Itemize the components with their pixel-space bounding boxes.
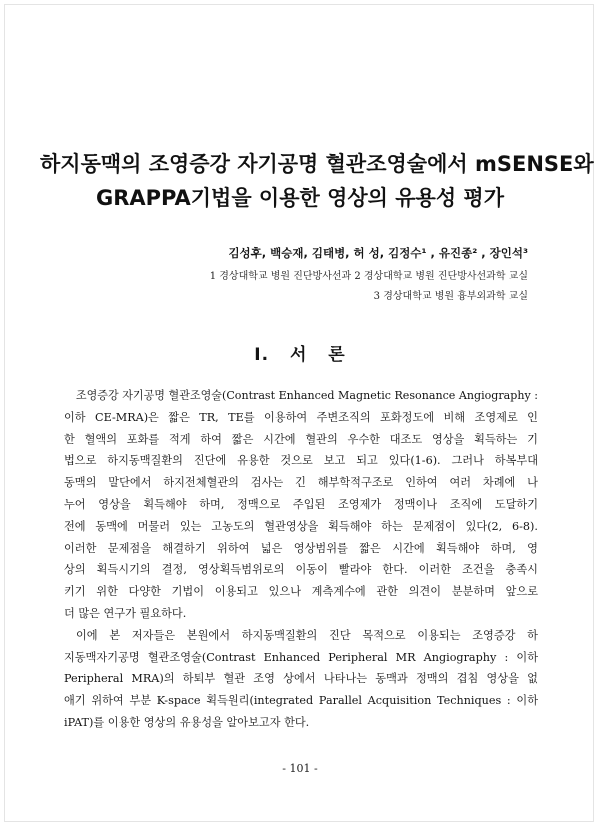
paragraph bbox=[64, 385, 538, 625]
text-line: 누어 영상을 획득해야 하며, 정맥으로 주입된 조영제가 정맥이나 조직에 도달하기 bbox=[64, 497, 539, 511]
text-line: 한 혈액의 포화를 적게 하여 짧은 시간에 혈관의 우수한 대조도 영상을 획득하는 기 bbox=[64, 432, 538, 446]
text-line: Peripheral MRA)의 하퇴부 혈관 조영 상에서 나타나는 동맥과 정맥의 겹침 영상을 없 bbox=[64, 672, 538, 686]
section-heading: Ⅰ. 서 론 bbox=[254, 345, 346, 365]
text-line: 조영증강 자기공명 혈관조영술(Contrast Enhanced Magnetic Resonance Angiography : bbox=[75, 389, 539, 402]
paragraph bbox=[64, 625, 538, 734]
text-line: 지동맥자기공명 혈관조영술(Contrast Enhanced Peripheral MR Angiography : 이하 bbox=[64, 650, 539, 664]
text-line: 애기 위하여 부분 K-space 획득원리(integrated Parallel Acquisition Techniques : 이하 bbox=[64, 694, 539, 708]
body-text bbox=[64, 385, 538, 734]
paper-title bbox=[40, 147, 594, 215]
text-line: 이에 본 저자들은 본원에서 하지동맥질환의 진단 목적으로 이용되는 조영증강 하 bbox=[76, 628, 538, 642]
text-line: 법으로 하지동맥질환의 진단에 유용한 것으로 보고 되고 있다(1-6). 그러나 하복부대 bbox=[64, 454, 539, 468]
affiliation: 3 경상대학교 병원 흉부외과학 교실 bbox=[373, 291, 528, 302]
text-line: 상의 획득시기의 결정, 영상획득범위로의 이동이 빨라야 한다. 이러한 조건을 충족시 bbox=[64, 563, 538, 577]
text-line: iPAT)를 이용한 영상의 유용성을 알아보고자 한다. bbox=[64, 715, 310, 729]
title-line: 하지동맥의 조영증강 자기공명 혈관조영술에서 mSENSE와 bbox=[40, 152, 594, 176]
text-line: 더 많은 연구가 필요하다. bbox=[64, 606, 187, 620]
text-line: 키기 위한 다양한 기법이 이용되고 있으나 계측계수에 관한 의견이 분분하며 앞으로 bbox=[64, 585, 539, 599]
page-number: - 101 - bbox=[282, 762, 318, 775]
text-line: 이하 CE-MRA)은 짧은 TR, TE를 이용하여 주변조직의 포화정도에 비해 조영제로 인 bbox=[64, 410, 538, 424]
text-line: 동맥의 말단에서 하지전체혈관의 검사는 긴 해부학적구조로 인하여 여러 차례에 나 bbox=[64, 476, 538, 490]
text-line: 전에 동맥에 머물러 있는 고농도의 혈관영상을 획득해야 하는 문제점이 있다(2, 6-8). bbox=[64, 519, 538, 533]
affiliation: 1 경상대학교 병원 진단방사선과 2 경상대학교 병원 진단방사선과학 교실 bbox=[209, 271, 528, 282]
title-line: GRAPPA기법을 이용한 영상의 유용성 평가 bbox=[95, 186, 504, 210]
author-list: 김성후, 백승재, 김태병, 허 성, 김정수¹ , 유진종² , 장인석³ bbox=[228, 246, 528, 260]
text-line: 이러한 문제점을 해결하기 위하여 넓은 영상범위를 짧은 시간에 획득해야 하며, 영 bbox=[64, 541, 538, 555]
